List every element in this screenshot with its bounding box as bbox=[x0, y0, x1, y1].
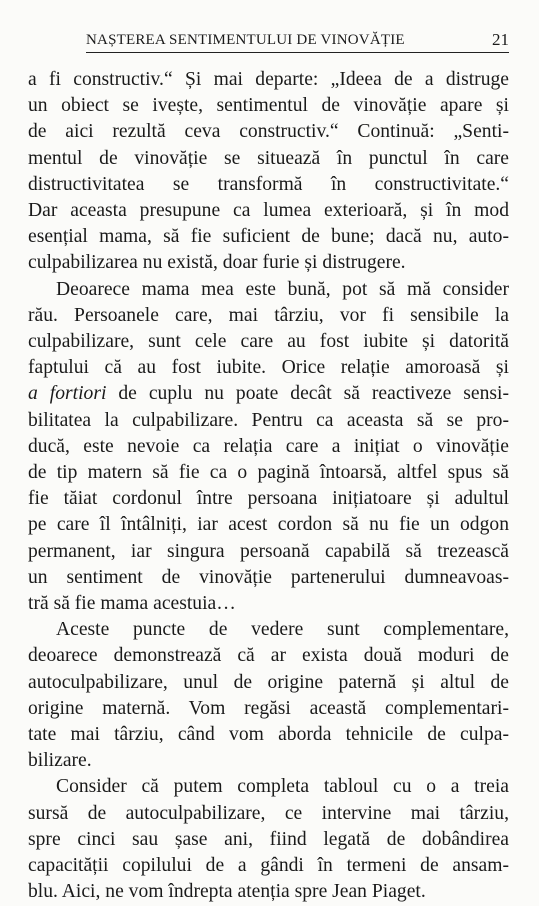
text-line: tră să fie mama acestuia… bbox=[28, 593, 236, 615]
paragraph bbox=[28, 617, 509, 774]
text-line: tate mai târziu, când vom aborda tehnicile de culpa- bbox=[28, 724, 509, 746]
paragraph bbox=[28, 774, 509, 905]
text-line: a fortiori de cuplu nu poate decât să reactiveze sensi- bbox=[28, 383, 509, 405]
text-line: deoarece demonstrează că ar exista două moduri de bbox=[28, 645, 509, 667]
text-line: distructivitatea se transformă în constructivitate.“ bbox=[28, 173, 509, 195]
body-text bbox=[28, 67, 509, 906]
text-line: ducă, este nevoie ca relația care a inițiat o vinovăție bbox=[28, 435, 509, 457]
text-line: bilitatea la culpabilizare. Pentru ca aceasta să se pro- bbox=[28, 409, 509, 431]
text-line: sursă de autoculpabilizare, ce intervine mai târziu, bbox=[28, 802, 509, 824]
text-line: pe care îl întâlniți, iar acest cordon să nu fie un odgon bbox=[28, 514, 509, 536]
text-line: un sentiment de vinovăție partenerului dumneavoas- bbox=[28, 566, 509, 588]
text-line: fie tăiat cordonul între persoana inițiatoare și adultul bbox=[28, 488, 509, 510]
text-line: capacității copilului de a gândi în termeni de ansam- bbox=[28, 855, 509, 877]
text-line: faptului că au fost iubite. Orice relație amoroasă și bbox=[28, 357, 509, 379]
text-line: Aceste puncte de vedere sunt complementare, bbox=[56, 619, 509, 641]
text-line: mentul de vinovăție se situează în punctul în care bbox=[28, 147, 509, 169]
text-line: permanent, iar singura persoană capabilă să trezească bbox=[28, 540, 509, 562]
page-header bbox=[28, 30, 509, 54]
paragraph bbox=[28, 67, 509, 277]
header-rule bbox=[86, 52, 509, 53]
text-line: spre cinci sau șase ani, fiind legată de dobândirea bbox=[28, 828, 509, 850]
paragraph bbox=[28, 277, 509, 618]
text-line: Dar aceasta presupune ca lumea exterioară, și în mod bbox=[28, 200, 509, 222]
text-line: blu. Aici, ne vom îndrepta atenția spre Jean Piaget. bbox=[28, 881, 426, 903]
text-line: de tip matern să fie ca o pagină întoarsă, altfel spus să bbox=[28, 462, 509, 484]
text-line: bilizare. bbox=[28, 750, 92, 772]
text-line: culpabilizarea nu există, doar furie și distrugere. bbox=[28, 252, 406, 274]
text-line: culpabilizare, sunt cele care au fost iubite și datorită bbox=[28, 331, 509, 353]
text-line: autoculpabilizare, unul de origine paternă și altul de bbox=[28, 671, 509, 693]
text-line: Consider că putem completa tabloul cu o a treia bbox=[56, 776, 509, 798]
running-title: NAȘTEREA SENTIMENTULUI DE VINOVĂȚIE bbox=[86, 32, 405, 48]
text-line: Deoarece mama mea este bună, pot să mă consider bbox=[56, 278, 509, 300]
page-number: 21 bbox=[492, 30, 509, 49]
text-line: rău. Persoanele care, mai târziu, vor fi sensibile la bbox=[28, 304, 509, 326]
text-line: esențial mama, să fie suficient de bune; dacă nu, auto- bbox=[28, 226, 509, 248]
text-line: un obiect se ivește, sentimentul de vinovăție apare și bbox=[28, 95, 509, 117]
text-line: de aici rezultă ceva constructiv.“ Continuă: „Senti- bbox=[28, 121, 509, 143]
italic-phrase: a fortiori bbox=[28, 383, 107, 405]
text-line: a fi constructiv.“ Și mai departe: „Ideea de a distruge bbox=[28, 69, 509, 90]
text-line: origine maternă. Vom regăsi această complementari- bbox=[28, 697, 509, 719]
